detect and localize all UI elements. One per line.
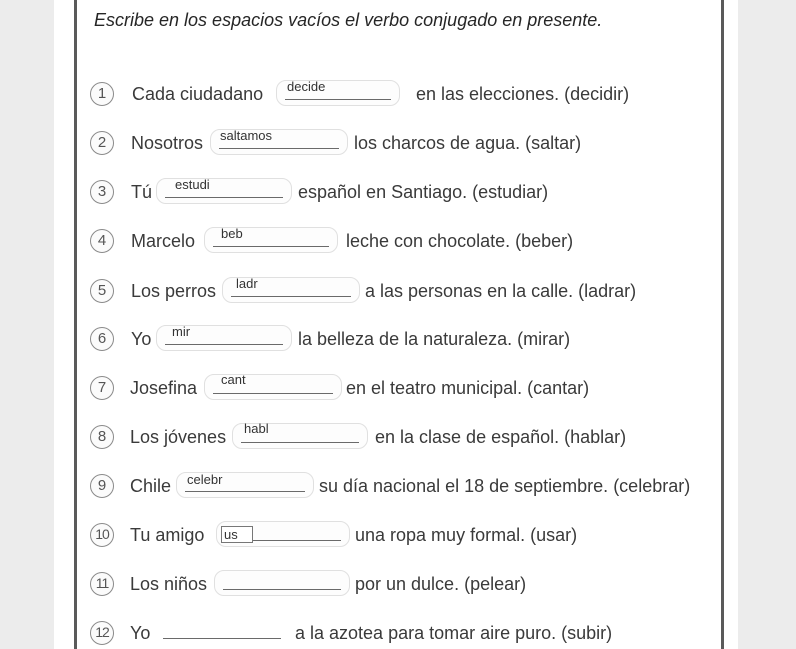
- exercise-row-2: [90, 129, 720, 159]
- exercise-text-after: la belleza de la naturaleza. (mirar): [298, 329, 571, 349]
- exercise-number: 12: [90, 621, 114, 645]
- exercise-number: 5: [90, 279, 114, 303]
- exercise-text-after: una ropa muy formal. (usar): [355, 525, 578, 545]
- exercise-text-before: Tú: [131, 182, 153, 202]
- exercise-row-11: [90, 570, 720, 600]
- exercise-number: 10: [90, 523, 114, 547]
- exercise-number: 4: [90, 229, 114, 253]
- exercise-row-7: [90, 374, 720, 404]
- answer-field[interactable]: [210, 129, 348, 155]
- answer-field[interactable]: [214, 570, 350, 596]
- exercise-text-after: a las personas en la calle. (ladrar): [365, 281, 637, 301]
- exercise-text-after: su día nacional el 18 de septiembre. (celebrar): [319, 476, 691, 496]
- answer-field[interactable]: [276, 80, 400, 106]
- instruction-text: Escribe en los espacios vacíos el verbo conjugado en presente.: [94, 10, 603, 30]
- exercise-text-after: en las elecciones. (decidir): [416, 84, 630, 104]
- exercise-text-before: Marcelo: [131, 231, 196, 251]
- answer-value: us: [221, 526, 253, 543]
- answer-value: saltamos: [220, 128, 273, 143]
- exercise-number: 1: [90, 82, 114, 106]
- exercise-text-after: leche con chocolate. (beber): [346, 231, 574, 251]
- answer-value: cant: [221, 372, 246, 387]
- answer-field[interactable]: [204, 374, 342, 400]
- exercise-row-5: [90, 277, 720, 307]
- exercise-row-1: [90, 80, 720, 110]
- exercise-text-before: Yo: [130, 623, 151, 643]
- exercise-row-9: [90, 472, 720, 502]
- answer-value: habl: [244, 421, 269, 436]
- answer-field[interactable]: [204, 227, 338, 253]
- exercise-text-before: Los niños: [130, 574, 208, 594]
- exercise-text-after: por un dulce. (pelear): [355, 574, 527, 594]
- exercise-number: 6: [90, 327, 114, 351]
- exercise-number: 7: [90, 376, 114, 400]
- exercise-row-8: [90, 423, 720, 453]
- exercise-row-12: [90, 619, 720, 649]
- answer-field[interactable]: [176, 472, 314, 498]
- answer-value: estudi: [175, 177, 210, 192]
- exercise-text-after: los charcos de agua. (saltar): [354, 133, 582, 153]
- answer-value: decide: [287, 79, 326, 94]
- answer-value: celebr: [187, 472, 223, 487]
- exercise-text-before: Chile: [130, 476, 172, 496]
- exercise-text-after: a la azotea para tomar aire puro. (subir): [295, 623, 613, 643]
- answer-field[interactable]: [232, 423, 368, 449]
- exercise-number: 3: [90, 180, 114, 204]
- exercise-number: 8: [90, 425, 114, 449]
- exercise-text-after: en la clase de español. (hablar): [375, 427, 627, 447]
- exercise-text-before: Josefina: [130, 378, 198, 398]
- exercise-row-4: [90, 227, 720, 257]
- exercise-text-after: español en Santiago. (estudiar): [298, 182, 549, 202]
- answer-value: mir: [172, 324, 191, 339]
- exercise-text-before: Yo: [131, 329, 152, 349]
- answer-field[interactable]: [156, 325, 292, 351]
- exercise-row-3: [90, 178, 720, 208]
- exercise-number: 11: [90, 572, 114, 596]
- answer-field[interactable]: [154, 619, 290, 645]
- exercise-text-before: Tu amigo: [130, 525, 205, 545]
- exercise-number: 2: [90, 131, 114, 155]
- exercise-row-6: [90, 325, 720, 355]
- exercise-text-before: Cada ciudadano: [132, 84, 264, 104]
- exercise-row-10: [90, 521, 720, 551]
- exercise-number: 9: [90, 474, 114, 498]
- answer-field[interactable]: [156, 178, 292, 204]
- answer-field[interactable]: [216, 521, 350, 547]
- exercise-text-before: Los jóvenes: [130, 427, 227, 447]
- answer-value: ladr: [236, 276, 258, 291]
- answer-value: beb: [221, 226, 243, 241]
- exercise-text-before: Nosotros: [131, 133, 204, 153]
- answer-field[interactable]: [222, 277, 360, 303]
- exercise-text-before: Los perros: [131, 281, 217, 301]
- exercise-text-after: en el teatro municipal. (cantar): [346, 378, 590, 398]
